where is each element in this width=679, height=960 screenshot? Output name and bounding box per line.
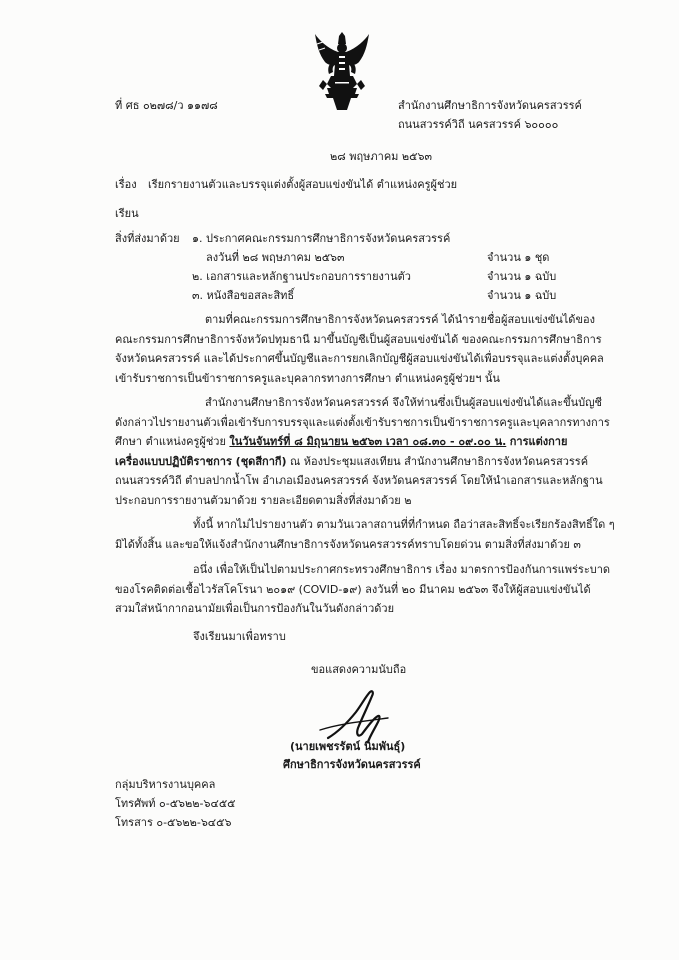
handwritten-signature (318, 688, 418, 746)
footer-unit: กลุ่มบริหารงานบุคคล (115, 778, 216, 791)
paragraph-line: ของโรคติดต่อเชื้อไวรัสโคโรนา ๒๐๑๙ (COVID-๑๙) ลงวันที่ ๒๐ มีนาคม ๒๕๖๓ จึงให้ผู้สอบแข่งขันได้ (115, 582, 591, 596)
body-paragraph-2 (115, 393, 610, 510)
letter-date: ๒๘ พฤษภาคม ๒๕๖๓ (330, 150, 433, 163)
venue-text: ณ ห้องประชุมแสงเทียน สำนักงานศึกษาธิการจังหวัดนครสวรรค์ (286, 454, 589, 468)
enclosure-1-count: จำนวน ๑ ชุด (487, 251, 550, 264)
body-paragraph-1 (115, 310, 604, 388)
enclosure-1-date: ลงวันที่ ๒๘ พฤษภาคม ๒๕๖๓ (206, 251, 345, 264)
signatory-position: ศึกษาธิการจังหวัดนครสวรรค์ (283, 758, 421, 771)
body-paragraph-4 (115, 560, 611, 619)
complimentary-close: ขอแสดงความนับถือ (311, 663, 407, 676)
signatory-name: (นายเพชรรัตน์ นิ่มพันธุ์) (290, 740, 406, 753)
enclosure-3-count: จำนวน ๑ ฉบับ (487, 289, 557, 302)
paragraph-line (115, 452, 595, 472)
enclosure-2-title: ๒. เอกสารและหลักฐานประกอบการรายงานตัว (192, 270, 411, 283)
subject-text: เรียกรายงานตัวและบรรจุแต่งตั้งผู้สอบแข่งขันได้ ตำแหน่งครูผู้ช่วย (148, 178, 458, 191)
office-address: ถนนสวรรค์วิถี นครสวรรค์ ๖๐๐๐๐ (398, 118, 559, 131)
enclosure-2-count: จำนวน ๑ ฉบับ (487, 270, 557, 283)
salutation: เรียน (115, 207, 139, 220)
office-name: สำนักงานศึกษาธิการจังหวัดนครสวรรค์ (398, 99, 582, 112)
paragraph-line: ตามที่คณะกรรมการศึกษาธิการจังหวัดนครสวรรค์ ได้นำรายชื่อผู้สอบแข่งขันได้ของ (205, 313, 595, 326)
paragraph-line: จังหวัดนครสวรรค์ และได้ประกาศขึ้นบัญชีและการยกเลิกบัญชีผู้สอบแข่งขันได้เพื่อบรรจุและแต่งตั้งบุคคล (115, 352, 604, 365)
paragraph-line: ทั้งนี้ หากไม่ไปรายงานตัว ตามวันเวลาสถานที่ที่กำหนด ถือว่าสละสิทธิ์จะเรียกร้องสิทธิ์ใด ๆ (193, 518, 615, 531)
paragraph-line: อนึ่ง เพื่อให้เป็นไปตามประกาศกระทรวงศึกษาธิการ เรื่อง มาตรการป้องกันการแพร่ระบาด (193, 563, 611, 576)
enclosures-label: สิ่งที่ส่งมาด้วย (115, 232, 180, 245)
paragraph-line: ดังกล่าวไปรายงานตัวเพื่อเข้ารับการบรรจุและแต่งตั้งเข้ารับราชการเป็นข้าราชการครูและบุคลากรทางการ (115, 415, 610, 429)
paragraph-line (115, 432, 595, 452)
enclosure-1-title: ๑. ประกาศคณะกรรมการศึกษาธิการจังหวัดนครสวรรค์ (192, 232, 451, 245)
garuda-emblem (313, 32, 371, 112)
body-paragraph-3 (115, 515, 615, 554)
report-date-time: ในวันจันทร์ที่ ๘ มิถุนายน ๒๕๖๓ เวลา ๐๘.๓๐ - ๐๙.๐๐ น. (229, 435, 507, 448)
paragraph-line: สำนักงานศึกษาธิการจังหวัดนครสวรรค์ จึงให้ท่านซึ่งเป็นผู้สอบแข่งขันได้และขึ้นบัญชี (205, 396, 602, 409)
paragraph-line: ประกอบการรายงานตัวมาด้วย รายละเอียดตามสิ่งที่ส่งมาด้วย ๒ (115, 493, 412, 507)
paragraph-line: สวมใส่หน้ากากอนามัยเพื่อเป็นการป้องกันในวันดังกล่าวด้วย (115, 602, 395, 615)
footer-fax: โทรสาร ๐-๕๖๒๒-๖๔๕๖ (115, 816, 232, 829)
paragraph-line: มิได้ทั้งสิ้น และขอให้แจ้งสำนักงานศึกษาธิการจังหวัดนครสวรรค์ทราบโดยด่วน ตามสิ่งที่ส่งมาด้วย ๓ (115, 537, 581, 551)
footer-phone: โทรศัพท์ ๐-๕๖๒๒-๖๔๕๕ (115, 797, 236, 810)
dress-code-label: การแต่งกาย (509, 435, 568, 448)
subject-label: เรื่อง (115, 178, 137, 191)
paragraph-line: คณะกรรมการศึกษาธิการจังหวัดปทุมธานี มาขึ้นบัญชีเป็นผู้สอบแข่งขันได้ ของคณะกรรมการศึกษาธิการ (115, 332, 602, 346)
position-text: ศึกษา ตำแหน่งครูผู้ช่วย (115, 435, 226, 448)
dress-code: เครื่องแบบปฏิบัติราชการ (ชุดสีกากี) (115, 454, 287, 468)
paragraph-line: ถนนสวรรค์วิถี ตำบลปากน้ำโพ อำเภอเมืองนครสวรรค์ จังหวัดนครสวรรค์ โดยให้นำเอกสารและหลักฐาน (115, 474, 603, 487)
paragraph-line: เข้ารับราชการเป็นข้าราชการครูและบุคลากรทางการศึกษา ตำแหน่งครูผู้ช่วยฯ นั้น (115, 371, 500, 385)
closing-line: จึงเรียนมาเพื่อทราบ (193, 630, 286, 643)
reference-number: ที่ ศธ ๐๒๗๘/ว ๑๑๗๘ (115, 99, 218, 112)
enclosure-3-title: ๓. หนังสือขอสละสิทธิ์ (192, 289, 295, 302)
